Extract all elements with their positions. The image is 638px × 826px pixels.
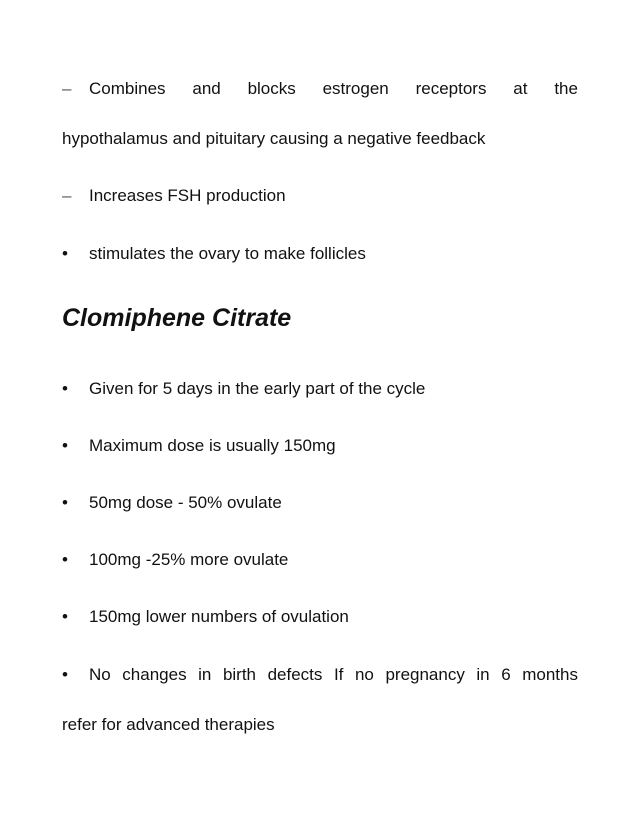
word: in [198, 665, 212, 684]
bullet-item-birth-defects [62, 664, 578, 686]
dash-item-continuation: hypothalamus and pituitary causing a negative feedback [62, 129, 486, 148]
item-text: Maximum dose is usually 150mg [89, 436, 336, 455]
dash-marker: – [62, 79, 72, 98]
word: blocks [247, 79, 296, 98]
word: pregnancy [385, 665, 465, 684]
bullet-marker: • [62, 665, 68, 684]
bullet-marker: • [62, 493, 68, 512]
bullet-item [62, 549, 578, 571]
word: at [513, 79, 528, 98]
item-text: Increases FSH production [89, 186, 286, 205]
section-heading: Clomiphene Citrate [62, 304, 292, 332]
word: If [333, 665, 344, 684]
bullet-marker: • [62, 379, 68, 398]
word: 6 [501, 665, 511, 684]
word: months [522, 665, 578, 684]
item-text: 100mg -25% more ovulate [89, 550, 289, 569]
bullet-item [62, 492, 578, 514]
item-text: 150mg lower numbers of ovulation [89, 607, 349, 626]
word: the [554, 79, 578, 98]
item-text: Given for 5 days in the early part of the cycle [89, 379, 426, 398]
word: defects [267, 665, 323, 684]
bullet-marker: • [62, 244, 68, 263]
word: in [476, 665, 490, 684]
word: no [354, 665, 374, 684]
item-text: 50mg dose - 50% ovulate [89, 493, 282, 512]
bullet-item [62, 435, 578, 457]
dash-item-fsh [62, 185, 578, 207]
bullet-item-follicles [62, 243, 578, 265]
word: and [192, 79, 221, 98]
bullet-marker: • [62, 607, 68, 626]
justified-text [89, 78, 578, 100]
word: birth [222, 665, 257, 684]
item-text: stimulates the ovary to make follicles [89, 244, 366, 263]
bullet-item [62, 606, 578, 628]
word: changes [122, 665, 187, 684]
bullet-marker: • [62, 550, 68, 569]
justified-text [89, 664, 578, 686]
word: receptors [415, 79, 487, 98]
bullet-item [62, 378, 578, 400]
word: No [89, 665, 111, 684]
word: estrogen [322, 79, 389, 98]
word: Combines [89, 79, 166, 98]
dash-marker: – [62, 186, 72, 205]
dash-item-estrogen [62, 78, 578, 100]
bullet-item-continuation: refer for advanced therapies [62, 715, 275, 734]
bullet-marker: • [62, 436, 68, 455]
